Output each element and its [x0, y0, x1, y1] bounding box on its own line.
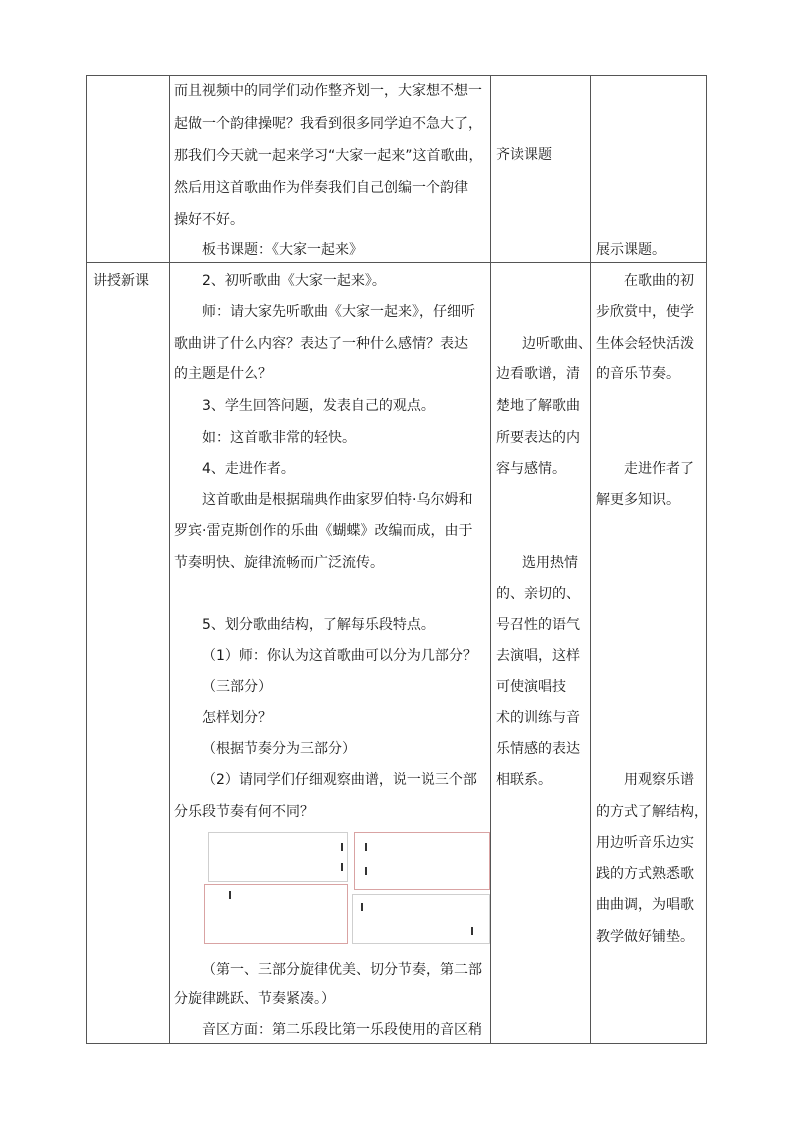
table-divider-3 — [590, 75, 591, 1043]
row2-content-line: （2）请同学们仔细观察曲谱，说一说三个部 — [202, 772, 477, 788]
row2-intent-line: 生体会轻快活泼 — [596, 336, 694, 352]
row2-student-line: 去演唱，这样 — [496, 648, 580, 664]
row2-content-line: 3、学生回答问题，发表自己的观点。 — [202, 398, 435, 414]
row2-student-line: 可使演唱技 — [496, 679, 566, 695]
row2-student-line: 楚地了解歌曲 — [496, 398, 580, 414]
row2-intent-line: 用边听音乐边实 — [596, 835, 694, 851]
row2-content-line: （1）师：你认为这首歌曲可以分为几部分？ — [202, 648, 477, 664]
row2-content-line: 怎样划分？ — [202, 710, 272, 726]
row2-content-line: 如：这首歌非常的轻快。 — [202, 430, 356, 446]
table-border-right — [706, 75, 707, 1043]
table-row-divider — [86, 262, 707, 263]
score-barline — [365, 843, 367, 851]
row2-student-line: 边听歌曲、 — [522, 336, 592, 352]
score-barline — [341, 863, 343, 871]
row2-student-line: 边看歌谱，清 — [496, 366, 580, 382]
row1-content-line: 操好不好。 — [174, 212, 244, 228]
row2-student-line: 选用热情 — [522, 555, 578, 571]
table-border-top — [86, 75, 707, 76]
table-divider-2 — [490, 75, 491, 1043]
row1-content-line: 那我们今天就一起来学习“大家一起来”这首歌曲， — [174, 148, 483, 164]
row2-student-line: 号召性的语气 — [496, 617, 580, 633]
row2-intent-line: 解更多知识。 — [596, 492, 680, 508]
score-barline — [229, 891, 231, 899]
sheet-music-excerpt-4 — [352, 894, 490, 944]
row2-content-line: （三部分） — [202, 679, 272, 695]
row2-intent-line: 践的方式熟悉歌 — [596, 866, 694, 882]
row2-intent-line: 曲曲调，为唱歌 — [596, 897, 694, 913]
row2-content-line: 4、走进作者。 — [202, 461, 295, 477]
row2-student-line: 术的训练与音 — [496, 710, 580, 726]
row2-intent-line: 的音乐节奏。 — [596, 366, 680, 382]
section-label-new-lesson: 讲授新课 — [93, 273, 149, 289]
row2-student-line: 所要表达的内 — [496, 430, 580, 446]
row2-student-line: 的、亲切的、 — [496, 586, 580, 602]
score-barline — [361, 903, 363, 911]
score-barline — [341, 843, 343, 851]
row2-content-line: 节奏明快、旋律流畅而广泛流传。 — [174, 555, 384, 571]
row2-content-line: 分乐段节奏有何不同？ — [174, 804, 314, 820]
row2-content-line: 音区方面：第二乐段比第一乐段使用的音区稍 — [202, 1022, 482, 1038]
row1-design-intent: 展示课题。 — [596, 242, 666, 258]
row1-content-line: 然后用这首歌曲作为伴奏我们自己创编一个韵律 — [174, 180, 468, 196]
score-barline — [471, 927, 473, 935]
row2-content-line: 5、划分歌曲结构，了解每乐段特点。 — [202, 617, 435, 633]
table-border-left — [86, 75, 87, 1043]
table-divider-1 — [169, 75, 170, 1043]
sheet-music-excerpt-2 — [354, 832, 490, 890]
row2-student-line: 相联系。 — [496, 772, 552, 788]
row1-student-activity: 齐读课题 — [496, 147, 552, 163]
row2-content-line: 师：请大家先听歌曲《大家一起来》，仔细听 — [202, 304, 475, 320]
row2-intent-line: 在歌曲的初 — [624, 273, 694, 289]
row2-content-line: 这首歌曲是根据瑞典作曲家罗伯特·乌尔姆和 — [202, 492, 473, 508]
row2-content-line: 歌曲讲了什么内容？表达了一种什么感情？表达 — [174, 336, 468, 352]
sheet-music-excerpt-3 — [204, 884, 348, 944]
board-title-text: 板书课题：《大家一起来》 — [202, 242, 363, 258]
score-barline — [365, 867, 367, 875]
row2-content-line: 的主题是什么？ — [174, 366, 272, 382]
row2-content-line: （第一、三部分旋律优美、切分节奏，第二部 — [202, 962, 482, 978]
table-border-bottom — [86, 1043, 707, 1044]
row2-intent-line: 走进作者了 — [624, 461, 694, 477]
row2-intent-line: 教学做好铺垫。 — [596, 929, 694, 945]
row2-intent-line: 步欣赏中，使学 — [596, 304, 694, 320]
sheet-music-excerpt-1 — [208, 832, 348, 882]
row2-intent-line: 用观察乐谱 — [624, 772, 694, 788]
row2-content-line: 分旋律跳跃、节奏紧凑。） — [174, 991, 335, 1007]
row1-content-line: 起做一个韵律操呢？我看到很多同学迫不急大了， — [174, 116, 482, 132]
row2-content-line: 罗宾·雷克斯创作的乐曲《蝴蝶》改编而成，由于 — [174, 523, 473, 539]
row2-content-line: 2、初听歌曲《大家一起来》。 — [202, 273, 386, 289]
row2-student-line: 容与感情。 — [496, 461, 566, 477]
row2-intent-line: 的方式了解结构， — [596, 804, 708, 820]
row2-student-line: 乐情感的表达 — [496, 741, 580, 757]
row2-content-line: （根据节奏分为三部分） — [202, 741, 356, 757]
row1-content-line: 而且视频中的同学们动作整齐划一，大家想不想一 — [174, 83, 482, 99]
